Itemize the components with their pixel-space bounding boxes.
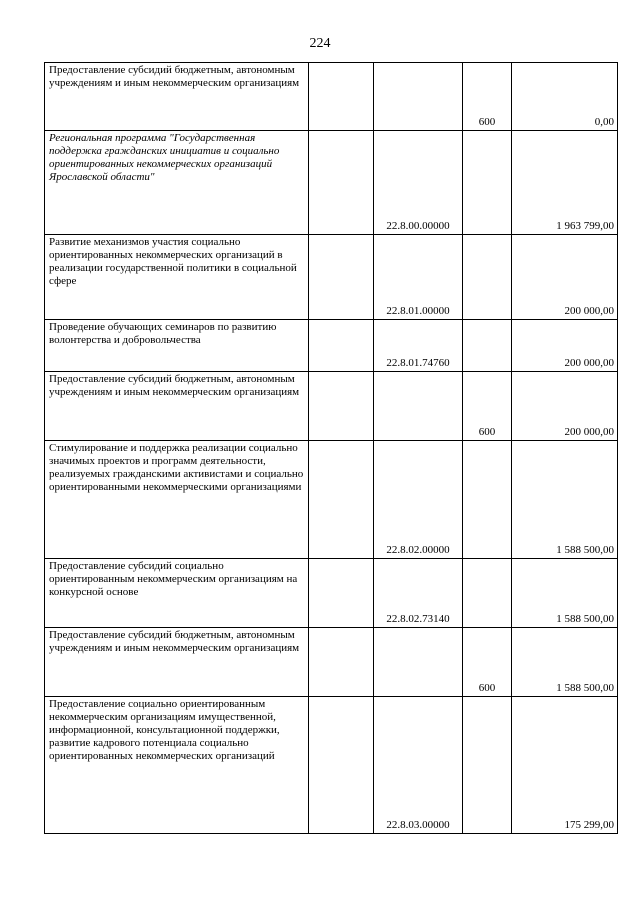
row-expense-type: [463, 697, 512, 834]
row-code: 22.8.00.00000: [374, 131, 463, 235]
table-row: [45, 63, 618, 131]
row-name: Предоставление субсидий бюджетным, автономным учреждениям и иным некоммерческим организациям: [45, 63, 309, 131]
row-expense-type: [463, 320, 512, 372]
budget-table: [44, 62, 618, 834]
row-expense-type: [463, 235, 512, 320]
row-name: Предоставление социально ориентированным некоммерческим организациям имущественной, информационной, консультационной поддержки, развитие кадрового потенциала социально ориентированных некоммерческих организаций: [45, 697, 309, 834]
row-amount: 1 963 799,00: [512, 131, 618, 235]
row-expense-type: [463, 559, 512, 628]
table-row: [45, 131, 618, 235]
row-amount: 200 000,00: [512, 372, 618, 441]
row-amount: 1 588 500,00: [512, 441, 618, 559]
row-name: Стимулирование и поддержка реализации социально значимых проектов и программ деятельности, реализуемых гражданскими активистами и социально ориентированными некоммерческими организациями: [45, 441, 309, 559]
row-blank: [309, 559, 374, 628]
row-blank: [309, 441, 374, 559]
row-blank: [309, 697, 374, 834]
row-amount: 175 299,00: [512, 697, 618, 834]
row-expense-type: 600: [463, 628, 512, 697]
row-blank: [309, 372, 374, 441]
row-name: Развитие механизмов участия социально ориентированных некоммерческих организаций в реализации государственной политики в социальной сфере: [45, 235, 309, 320]
table-row: [45, 628, 618, 697]
table-row: [45, 372, 618, 441]
row-name: Региональная программа "Государственная поддержка гражданских инициатив и социально ориентированных некоммерческих организаций Ярославской области": [45, 131, 309, 235]
page-number: 224: [309, 36, 331, 51]
row-code: 22.8.01.00000: [374, 235, 463, 320]
row-code: 22.8.01.74760: [374, 320, 463, 372]
row-amount: 200 000,00: [512, 320, 618, 372]
row-expense-type: [463, 441, 512, 559]
row-name: Предоставление субсидий бюджетным, автономным учреждениям и иным некоммерческим организациям: [45, 628, 309, 697]
row-code: [374, 628, 463, 697]
row-name: Предоставление субсидий бюджетным, автономным учреждениям и иным некоммерческим организациям: [45, 372, 309, 441]
row-blank: [309, 628, 374, 697]
row-amount: 1 588 500,00: [512, 559, 618, 628]
row-name: Предоставление субсидий социально ориентированным некоммерческим организациям на конкурсной основе: [45, 559, 309, 628]
row-code: 22.8.02.00000: [374, 441, 463, 559]
row-expense-type: 600: [463, 372, 512, 441]
table-row: [45, 559, 618, 628]
row-amount: 0,00: [512, 63, 618, 131]
row-code: 22.8.02.73140: [374, 559, 463, 628]
row-amount: 1 588 500,00: [512, 628, 618, 697]
table-row: [45, 235, 618, 320]
row-expense-type: [463, 131, 512, 235]
table-row: [45, 697, 618, 834]
row-name: Проведение обучающих семинаров по развитию волонтерства и добровольчества: [45, 320, 309, 372]
row-expense-type: 600: [463, 63, 512, 131]
row-code: 22.8.03.00000: [374, 697, 463, 834]
row-code: [374, 372, 463, 441]
table-row: [45, 320, 618, 372]
row-code: [374, 63, 463, 131]
row-blank: [309, 63, 374, 131]
row-blank: [309, 320, 374, 372]
row-amount: 200 000,00: [512, 235, 618, 320]
row-blank: [309, 235, 374, 320]
row-blank: [309, 131, 374, 235]
table-row: [45, 441, 618, 559]
